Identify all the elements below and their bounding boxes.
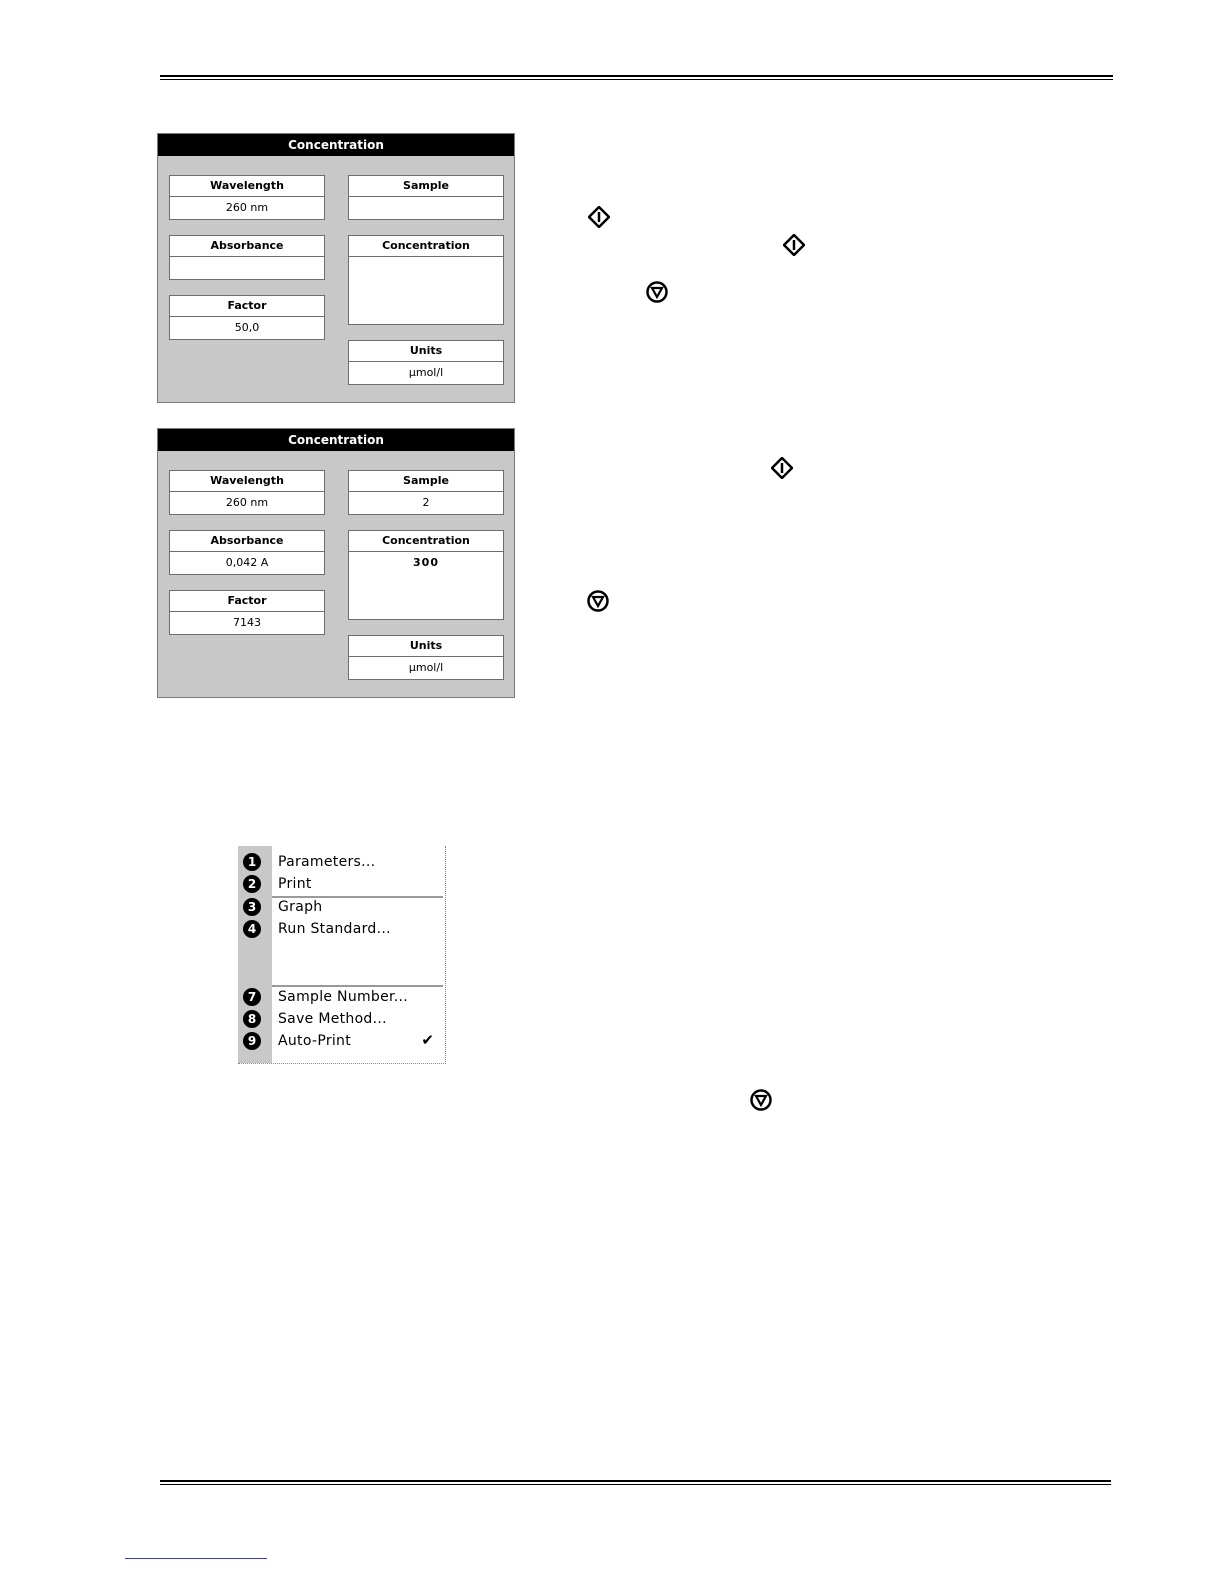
wavelength-field — [169, 175, 325, 220]
concentration-value: 300 — [348, 552, 504, 620]
header-rule — [160, 75, 1113, 80]
menu-item-auto-print[interactable] — [238, 1030, 444, 1052]
units-label: Units — [348, 340, 504, 362]
screen-title: Concentration — [158, 429, 514, 451]
concentration-label: Concentration — [348, 235, 504, 257]
start-diamond-icon — [783, 234, 805, 256]
concentration-value — [348, 257, 504, 325]
menu-item-label: Sample Number... — [278, 989, 409, 1005]
sample-label: Sample — [348, 175, 504, 197]
sample-field — [348, 470, 504, 515]
number-9-icon: 9 — [243, 1032, 261, 1050]
wavelength-value: 260 nm — [169, 492, 325, 515]
options-menu — [238, 846, 446, 1064]
concentration-screen-setup — [157, 133, 515, 403]
units-value: µmol/l — [348, 362, 504, 385]
number-1-icon: 1 — [243, 853, 261, 871]
number-7-icon: 7 — [243, 988, 261, 1006]
menu-item-label: Save Method... — [278, 1011, 387, 1027]
units-field — [348, 340, 504, 385]
units-value: µmol/l — [348, 657, 504, 680]
menu-item-print[interactable] — [238, 873, 444, 895]
menu-item-label: Auto-Print — [278, 1033, 352, 1049]
sample-label: Sample — [348, 470, 504, 492]
menu-item-label: Graph — [278, 899, 323, 915]
concentration-field — [348, 235, 504, 325]
absorbance-label: Absorbance — [169, 530, 325, 552]
stop-circle-icon — [750, 1089, 772, 1111]
factor-value: 50,0 — [169, 317, 325, 340]
factor-label: Factor — [169, 590, 325, 612]
wavelength-value: 260 nm — [169, 197, 325, 220]
menu-item-sample-number[interactable] — [238, 986, 444, 1008]
number-8-icon: 8 — [243, 1010, 261, 1028]
start-diamond-icon — [771, 457, 793, 479]
stop-circle-icon — [587, 590, 609, 612]
footer-rule — [160, 1480, 1111, 1485]
factor-field — [169, 295, 325, 340]
sample-field — [348, 175, 504, 220]
screen-title: Concentration — [158, 134, 514, 156]
number-2-icon: 2 — [243, 875, 261, 893]
absorbance-label: Absorbance — [169, 235, 325, 257]
checkmark-icon: ✔ — [421, 1031, 434, 1049]
units-label: Units — [348, 635, 504, 657]
units-field — [348, 635, 504, 680]
factor-value: 7143 — [169, 612, 325, 635]
concentration-label: Concentration — [348, 530, 504, 552]
absorbance-field — [169, 235, 325, 280]
wavelength-field — [169, 470, 325, 515]
menu-item-save-method[interactable] — [238, 1008, 444, 1030]
start-diamond-icon — [588, 206, 610, 228]
wavelength-label: Wavelength — [169, 175, 325, 197]
absorbance-field — [169, 530, 325, 575]
concentration-screen-result — [157, 428, 515, 698]
sample-value: 2 — [348, 492, 504, 515]
factor-label: Factor — [169, 295, 325, 317]
menu-item-run-standard[interactable] — [238, 918, 444, 940]
factor-field — [169, 590, 325, 635]
stop-circle-icon — [646, 281, 668, 303]
menu-item-parameters[interactable] — [238, 851, 444, 873]
menu-item-graph[interactable] — [238, 896, 444, 918]
footnote-link-underline[interactable] — [125, 1558, 267, 1559]
menu-item-label: Parameters... — [278, 854, 376, 870]
sample-value — [348, 197, 504, 220]
number-3-icon: 3 — [243, 898, 261, 916]
menu-item-label: Print — [278, 876, 312, 892]
concentration-field — [348, 530, 504, 620]
wavelength-label: Wavelength — [169, 470, 325, 492]
menu-item-label: Run Standard... — [278, 921, 391, 937]
absorbance-value: 0,042 A — [169, 552, 325, 575]
absorbance-value — [169, 257, 325, 280]
number-4-icon: 4 — [243, 920, 261, 938]
